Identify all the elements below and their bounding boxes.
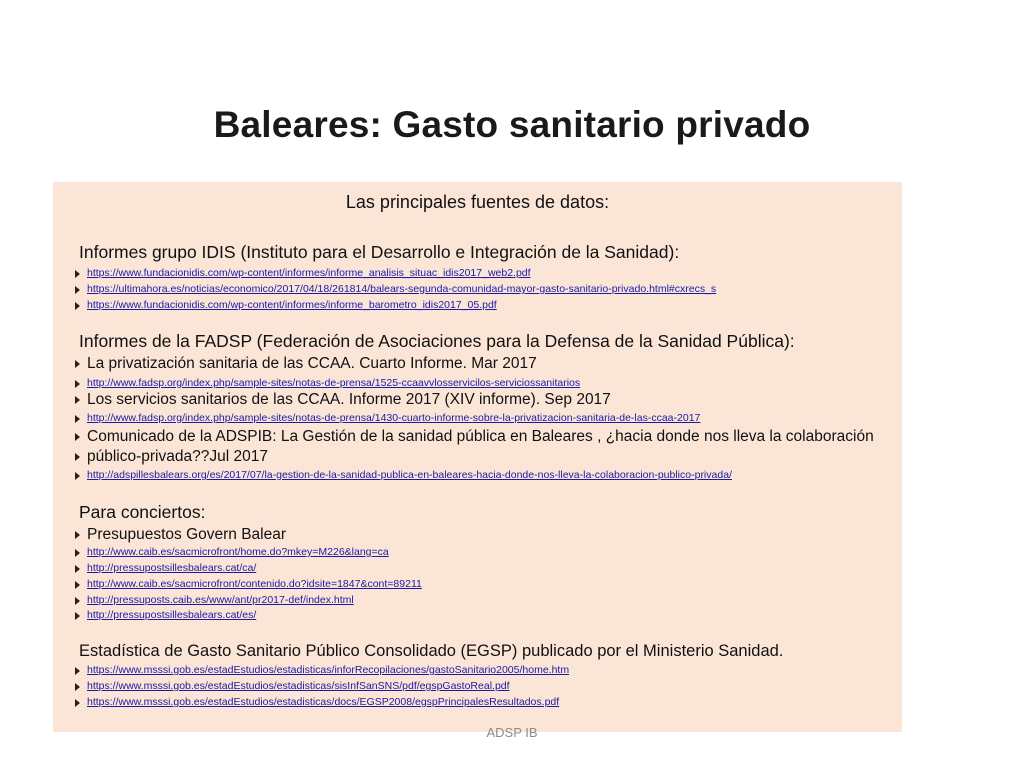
conciertos-link[interactable]: http://pressupostsillesbalears.cat/es/: [87, 609, 257, 621]
conciertos-item-text: Presupuestos Govern Balear: [87, 526, 287, 543]
fadsp-item-text: Los servicios sanitarios de las CCAA. Informe 2017 (XIV informe). Sep 2017: [87, 391, 611, 408]
idis-link[interactable]: https://www.fundacionidis.com/wp-content/informes/informe_analisis_situac_idis2017_web2.pdf: [87, 267, 531, 279]
slide-title: Baleares: Gasto sanitario privado: [213, 104, 811, 145]
fadsp-item-text: La privatización sanitaria de las CCAA. Cuarto Informe. Mar 2017: [87, 355, 537, 372]
sources-box: [53, 182, 902, 732]
conciertos-link[interactable]: http://www.caib.es/sacmicrofront/home.do?mkey=M226&lang=ca: [87, 546, 389, 558]
fadsp-link[interactable]: http://adspillesbalears.org/es/2017/07/la-gestion-de-la-sanidad-publica-en-baleares-hacia-donde-nos-lleva-la-colaboracion-publico-privada/: [87, 469, 732, 481]
slide-footer: ADSP IB: [486, 725, 538, 740]
idis-heading: Informes grupo IDIS (Instituto para el Desarrollo e Integración de la Sanidad):: [79, 242, 680, 262]
fadsp-item-text-cont: público-privada??Jul 2017: [87, 448, 268, 465]
conciertos-heading: Para conciertos:: [79, 502, 206, 522]
egsp-link[interactable]: https://www.msssi.gob.es/estadEstudios/estadisticas/sisInfSanSNS/pdf/egspGastoReal.pdf: [87, 680, 510, 692]
fadsp-link[interactable]: http://www.fadsp.org/index.php/sample-sites/notas-de-prensa/1430-cuarto-informe-sobre-la-privatizacion-sanitaria-de-las-ccaa-2017: [87, 412, 701, 424]
idis-link[interactable]: https://ultimahora.es/noticias/economico/2017/04/18/261814/balears-segunda-comunidad-mayor-gasto-sanitario-privado.html#cxrecs_s: [87, 283, 717, 295]
sources-heading: Las principales fuentes de datos:: [345, 192, 610, 212]
egsp-link[interactable]: https://www.msssi.gob.es/estadEstudios/estadisticas/docs/EGSP2008/egspPrincipalesResultados.pdf: [87, 696, 560, 708]
egsp-link[interactable]: https://www.msssi.gob.es/estadEstudios/estadisticas/inforRecopilaciones/gastoSanitario2005/home.htm: [87, 664, 570, 676]
idis-link[interactable]: https://www.fundacionidis.com/wp-content/informes/informe_barometro_idis2017_05.pdf: [87, 299, 497, 311]
egsp-heading: Estadística de Gasto Sanitario Público Consolidado (EGSP) publicado por el Ministerio Sanidad.: [79, 642, 784, 660]
fadsp-item-text: Comunicado de la ADSPIB: La Gestión de la sanidad pública en Baleares , ¿hacia donde nos lleva la colaboración: [87, 428, 874, 445]
conciertos-link[interactable]: http://pressuposts.caib.es/www/ant/pr2017-def/index.html: [87, 594, 354, 606]
conciertos-link[interactable]: http://www.caib.es/sacmicrofront/contenido.do?idsite=1847&cont=89211: [87, 578, 422, 590]
fadsp-link[interactable]: http://www.fadsp.org/index.php/sample-sites/notas-de-prensa/1525-ccaavvlosservicilos-serviciossanitarios: [87, 377, 581, 389]
fadsp-heading: Informes de la FADSP (Federación de Asociaciones para la Defensa de la Sanidad Pública):: [79, 331, 795, 351]
conciertos-link[interactable]: http://pressupostsillesbalears.cat/ca/: [87, 562, 257, 574]
